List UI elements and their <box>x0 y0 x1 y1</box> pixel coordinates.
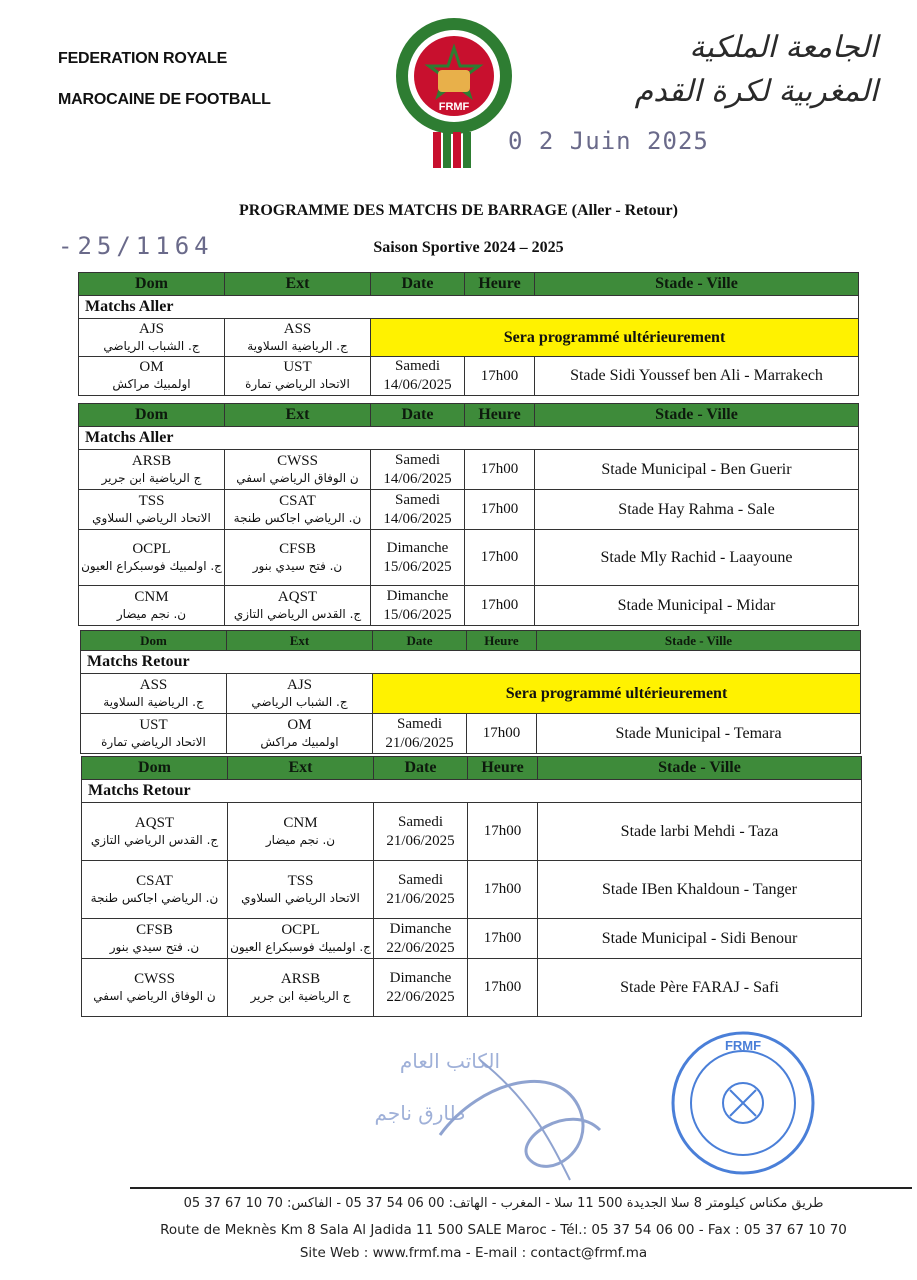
match-row <box>79 586 859 626</box>
dom-code: CWSS <box>134 970 175 987</box>
ext-code: CNM <box>283 814 318 831</box>
ext-ar: ج. الرياضية السلاوية <box>247 338 348 353</box>
dom-ar: ن. نجم ميضار <box>116 606 187 621</box>
dom-code: CNM <box>134 588 169 605</box>
dom-code: OM <box>139 359 164 375</box>
tbd-cell: Sera programmé ultérieurement <box>371 319 859 357</box>
dom-ar: ن. الرياضي اجاكس طنجة <box>90 890 219 905</box>
match-time: 17h00 <box>465 530 535 586</box>
match-day: Dimanche <box>389 920 452 937</box>
col-ext: Ext <box>225 404 371 427</box>
section-row <box>79 427 859 450</box>
table-retour-amateur <box>81 756 862 1017</box>
table-aller-amateur <box>78 403 859 626</box>
col-stade: Stade - Ville <box>535 404 859 427</box>
match-row <box>82 803 862 861</box>
col-stade: Stade - Ville <box>537 631 861 651</box>
ext-ar: ج. اولمبيك فوسبكراع العيون <box>230 939 371 954</box>
match-date: 14/06/2025 <box>383 510 452 527</box>
ext-ar: اولمبيك مراكش <box>260 734 339 749</box>
match-row <box>79 357 859 396</box>
ext-code: AQST <box>277 588 318 605</box>
federation-name-fr-line2: MAROCAINE DE FOOTBALL <box>58 91 271 108</box>
table-header-row <box>81 631 861 651</box>
ext-ar: ن. نجم ميضار <box>265 832 336 847</box>
match-time: 17h00 <box>468 803 538 861</box>
section-title: Matchs Aller <box>79 427 859 450</box>
match-stadium: Stade IBen Khaldoun - Tanger <box>538 861 862 919</box>
ext-ar: ن. الرياضي اجاكس طنجة <box>233 510 362 525</box>
match-stadium: Stade Père FARAJ - Safi <box>538 959 862 1017</box>
match-stadium: Stade Municipal - Ben Guerir <box>535 450 859 490</box>
match-stadium: Stade Municipal - Sidi Benour <box>538 919 862 959</box>
match-row <box>82 959 862 1017</box>
ext-code: UST <box>283 359 312 375</box>
col-dom: Dom <box>81 631 227 651</box>
footer-divider <box>130 1187 912 1189</box>
dom-code: UST <box>139 716 168 733</box>
dom-ar: الاتحاد الرياضي السلاوي <box>92 510 211 525</box>
col-stade: Stade - Ville <box>535 273 859 296</box>
match-day: Dimanche <box>389 969 452 986</box>
col-dom: Dom <box>82 757 228 780</box>
col-heure: Heure <box>467 631 537 651</box>
ext-ar: ج. القدس الرياضي التازي <box>233 606 362 621</box>
ext-code: OCPL <box>281 921 320 938</box>
match-time: 17h00 <box>467 714 537 754</box>
match-time: 17h00 <box>468 861 538 919</box>
season-label: Saison Sportive 2024 – 2025 <box>373 239 564 256</box>
match-row <box>81 674 861 714</box>
dom-code: AQST <box>134 814 175 831</box>
col-ext: Ext <box>228 757 374 780</box>
dom-code: OCPL <box>132 540 171 557</box>
col-heure: Heure <box>468 757 538 780</box>
ext-ar: ج الرياضية ابن جرير <box>250 988 351 1003</box>
match-row <box>82 861 862 919</box>
match-stadium: Stade Hay Rahma - Sale <box>535 490 859 530</box>
match-date: 15/06/2025 <box>383 606 452 623</box>
table-header-row <box>79 273 859 296</box>
federation-name-fr-line1: FEDERATION ROYALE <box>58 50 228 67</box>
section-title: Matchs Retour <box>81 651 861 674</box>
match-row <box>81 714 861 754</box>
match-day: Samedi <box>398 871 443 888</box>
logo-text: FRMF <box>438 101 470 113</box>
match-date: 14/06/2025 <box>383 377 452 393</box>
seal-text: FRMF <box>724 1038 762 1053</box>
match-time: 17h00 <box>468 919 538 959</box>
ext-code: AJS <box>286 676 312 693</box>
match-time: 17h00 <box>468 959 538 1017</box>
col-dom: Dom <box>79 273 225 296</box>
ext-ar: الاتحاد الرياضي تمارة <box>245 377 350 391</box>
match-stadium: Stade Mly Rachid - Laayoune <box>535 530 859 586</box>
match-date: 22/06/2025 <box>386 939 455 956</box>
match-time: 17h00 <box>465 490 535 530</box>
official-seal <box>658 1028 828 1178</box>
col-stade: Stade - Ville <box>538 757 862 780</box>
col-date: Date <box>371 404 465 427</box>
received-date-stamp: 0 2 Juin 2025 <box>508 127 709 155</box>
match-row <box>79 530 859 586</box>
ext-ar: الاتحاد الرياضي السلاوي <box>241 890 360 905</box>
col-ext: Ext <box>225 273 371 296</box>
match-day: Dimanche <box>386 587 449 604</box>
reference-number: -25/1164 <box>58 232 214 260</box>
match-stadium: Stade Municipal - Temara <box>537 714 861 754</box>
table-retour-pro <box>80 630 861 754</box>
table-header-row <box>82 757 862 780</box>
col-dom: Dom <box>79 404 225 427</box>
section-title: Matchs Retour <box>82 780 862 803</box>
signature <box>330 1040 620 1190</box>
section-row <box>81 651 861 674</box>
col-ext: Ext <box>227 631 373 651</box>
table-header-row <box>79 404 859 427</box>
match-day: Samedi <box>395 358 440 374</box>
match-row <box>79 319 859 357</box>
col-date: Date <box>374 757 468 780</box>
ext-code: CFSB <box>279 540 316 557</box>
ext-code: ASS <box>283 320 312 337</box>
match-day: Samedi <box>395 451 440 468</box>
match-day: Dimanche <box>386 539 449 556</box>
dom-ar: ج الرياضية ابن جرير <box>101 470 202 485</box>
federation-name-ar <box>598 26 878 114</box>
ext-code: CSAT <box>279 492 316 509</box>
dom-ar: ن. فتح سيدي بنور <box>109 939 200 954</box>
dom-code: ARSB <box>131 452 172 469</box>
federation-name-ar-line2: المغربية لكرة القدم <box>634 74 878 109</box>
ext-code: ARSB <box>280 970 321 987</box>
match-row <box>79 490 859 530</box>
dom-code: CSAT <box>136 872 173 889</box>
dom-ar: ج. اولمبيك فوسبكراع العيون <box>81 558 222 573</box>
section-row <box>82 780 862 803</box>
section-row <box>79 296 859 319</box>
ext-code: CWSS <box>277 452 318 469</box>
ext-ar: ن الوفاق الرياضي اسفي <box>236 470 359 485</box>
ext-ar: ن. فتح سيدي بنور <box>252 558 343 573</box>
match-stadium: Stade Municipal - Midar <box>535 586 859 626</box>
footer-address-ar: طريق مكناس كيلومتر 8 سلا الجديدة 500 11 سلا - المغرب - الهاتف: 00 06 54 37 05 - الفاكس: 70 10 67 37 05 <box>183 1196 824 1211</box>
match-day: Samedi <box>397 715 442 732</box>
match-date: 21/06/2025 <box>386 832 455 849</box>
col-heure: Heure <box>465 273 535 296</box>
dom-ar: ج. الشباب الرياضي <box>103 338 200 353</box>
match-time: 17h00 <box>465 450 535 490</box>
federation-name-fr <box>58 38 271 120</box>
dom-ar: ج. الرياضية السلاوية <box>103 694 204 709</box>
col-date: Date <box>373 631 467 651</box>
match-time: 17h00 <box>465 357 535 396</box>
signature-title: الكاتب العام <box>399 1049 501 1073</box>
signature-name: طارق ناجم <box>374 1101 466 1125</box>
match-date: 14/06/2025 <box>383 470 452 487</box>
frmf-logo <box>390 14 518 170</box>
document-title: PROGRAMME DES MATCHS DE BARRAGE (Aller - Retour) <box>239 202 678 219</box>
ext-ar: ج. الشباب الرياضي <box>251 694 348 709</box>
match-time: 17h00 <box>465 586 535 626</box>
dom-code: TSS <box>138 492 165 509</box>
ext-code: TSS <box>287 872 314 889</box>
dom-code: CFSB <box>136 921 173 938</box>
dom-code: ASS <box>139 676 168 693</box>
dom-ar: ن الوفاق الرياضي اسفي <box>93 988 216 1003</box>
section-title: Matchs Aller <box>79 296 859 319</box>
match-row <box>79 450 859 490</box>
match-date: 21/06/2025 <box>385 734 454 751</box>
match-date: 22/06/2025 <box>386 988 455 1005</box>
match-row <box>82 919 862 959</box>
match-date: 15/06/2025 <box>383 558 452 575</box>
footer-address-fr: Route de Meknès Km 8 Sala Al Jadida 11 500 SALE Maroc - Tél.: 05 37 54 06 00 - Fax : 05 37 67 10 70 <box>160 1222 847 1238</box>
col-heure: Heure <box>465 404 535 427</box>
dom-ar: ج. القدس الرياضي التازي <box>90 832 219 847</box>
tbd-cell: Sera programmé ultérieurement <box>373 674 861 714</box>
match-date: 21/06/2025 <box>386 890 455 907</box>
match-stadium: Stade larbi Mehdi - Taza <box>538 803 862 861</box>
dom-code: AJS <box>138 320 164 337</box>
col-date: Date <box>371 273 465 296</box>
match-stadium: Stade Sidi Youssef ben Ali - Marrakech <box>535 357 859 396</box>
federation-name-ar-line1: الجامعة الملكية <box>689 30 878 65</box>
footer-web: Site Web : www.frmf.ma - E-mail : contact@frmf.ma <box>299 1245 648 1261</box>
match-day: Samedi <box>398 813 443 830</box>
table-aller-pro <box>78 272 859 396</box>
ext-code: OM <box>287 716 312 733</box>
match-day: Samedi <box>395 491 440 508</box>
dom-ar: اولمبيك مراكش <box>112 377 191 391</box>
dom-ar: الاتحاد الرياضي تمارة <box>101 734 206 749</box>
